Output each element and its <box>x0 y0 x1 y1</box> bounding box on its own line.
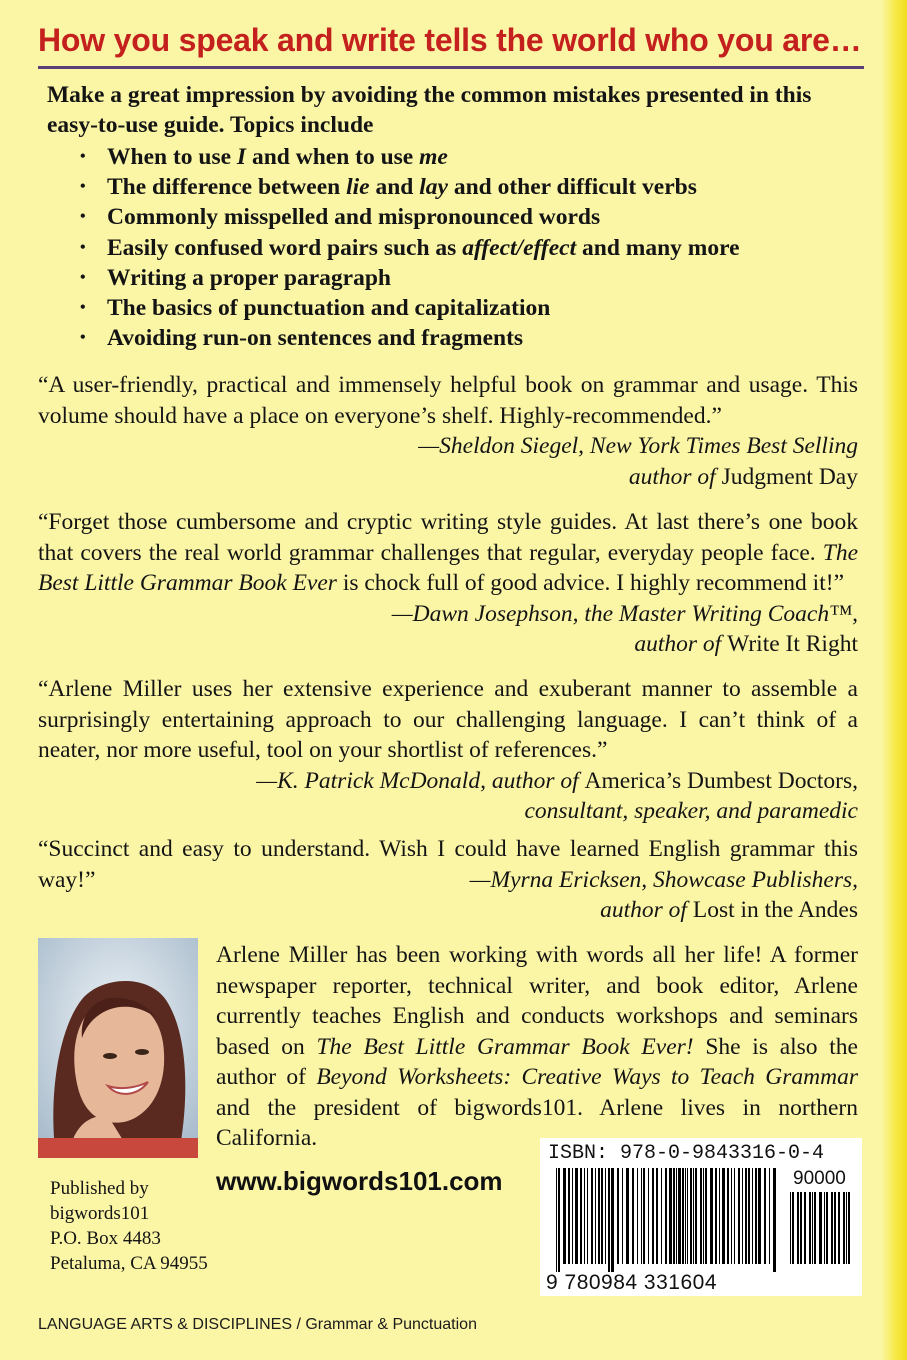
barcode-bar <box>558 1168 560 1272</box>
testimonial-ericksen <box>38 834 858 926</box>
barcode-bar <box>690 1168 692 1264</box>
barcode-bar <box>665 1168 667 1264</box>
barcode-bar <box>831 1192 833 1264</box>
barcode-bar <box>773 1168 776 1272</box>
barcode-bar <box>738 1168 740 1264</box>
barcode-bar <box>769 1168 770 1264</box>
testimonial-attribution: —Myrna Ericksen, Showcase Publishers, <box>469 866 858 893</box>
headline-rule <box>38 66 864 69</box>
barcode-bar <box>742 1168 743 1264</box>
bisac-category: LANGUAGE ARTS & DISCIPLINES / Grammar & Punctuation <box>38 1316 477 1333</box>
barcode-bar <box>814 1192 816 1264</box>
barcode-bar <box>601 1168 603 1264</box>
testimonial-attribution: —K. Patrick McDonald, author of America’s Dumbest Doctors, <box>256 767 858 794</box>
testimonial-text: “Forget those cumbersome and cryptic writing style guides. At last there’s one book that covers the real world grammar challenges that regular, everyday people face. The Best Little Grammar Book Ever is chock full of good advice. I highly recommend it!” —Dawn Josephson, the Master Writing Coach™, <box>38 509 858 627</box>
barcode-bar <box>705 1168 707 1264</box>
barcode-digits: 9 780984 331604 <box>546 1271 717 1294</box>
topic-item: • Writing a proper paragraph <box>80 263 870 293</box>
barcode-bars <box>556 1168 778 1272</box>
barcode-bar <box>797 1192 799 1264</box>
author-bio: Arlene Miller has been working with words all her life! A former newspaper reporter, technical writer, and book editor, Arlene currently teaches English and conducts workshops and seminars based on The Best Little Grammar Book Ever! She is also the author of Beyond Worksheets: Creative Ways to Teach Grammar and the president of bigwords101. Arlene lives in northern California. <box>216 942 858 1151</box>
bullet-icon: • <box>80 178 86 196</box>
barcode-bar <box>687 1168 688 1264</box>
barcode-bar <box>637 1168 638 1264</box>
testimonial-attribution-work: author of Write It Right <box>634 631 858 657</box>
bullet-icon: • <box>80 329 86 347</box>
barcode-bar <box>722 1168 725 1264</box>
bullet-icon: • <box>80 238 86 256</box>
cover-spine-edge <box>881 0 907 1360</box>
barcode-bar <box>605 1168 606 1264</box>
topic-item: • When to use I and when to use me <box>80 142 870 172</box>
barcode-bar <box>556 1168 557 1272</box>
barcode-bar <box>758 1168 761 1264</box>
price-code: 90000 <box>793 1168 846 1189</box>
barcode-bar <box>826 1192 828 1264</box>
barcode-bar <box>695 1168 697 1264</box>
testimonial-attribution: —Sheldon Siegel, New York Times Best Selling <box>418 433 858 459</box>
topic-item: • The difference between lie and lay and other difficult verbs <box>80 172 870 202</box>
barcode-bar <box>656 1168 658 1264</box>
barcode-bar <box>693 1168 694 1264</box>
barcode-bar <box>846 1192 847 1264</box>
testimonial-siegel <box>38 370 858 492</box>
barcode-bar <box>719 1168 720 1264</box>
headline: How you speak and write tells the world who you are… <box>38 22 862 58</box>
bullet-icon: • <box>80 299 86 317</box>
barcode-bar <box>572 1168 573 1264</box>
barcode-bar <box>710 1168 713 1264</box>
isbn-barcode <box>540 1138 862 1296</box>
barcode-bar <box>731 1168 732 1264</box>
bullet-icon: • <box>80 268 86 286</box>
topic-item: • Easily confused word pairs such as affect/effect and many more <box>80 233 870 263</box>
barcode-bar <box>685 1168 686 1264</box>
topics-list <box>80 142 870 353</box>
isbn-label: ISBN: 978-0-9843316-0-4 <box>548 1142 825 1165</box>
barcode-bar <box>764 1168 766 1264</box>
barcode-bar <box>800 1192 802 1264</box>
testimonial-attribution-role: consultant, speaker, and paramedic <box>524 798 858 824</box>
barcode-bar <box>734 1168 735 1264</box>
topic-item: • Avoiding run-on sentences and fragments <box>80 323 870 353</box>
barcode-bar <box>682 1168 684 1264</box>
barcode-bar <box>622 1168 623 1264</box>
barcode-bar <box>568 1168 570 1264</box>
barcode-bar <box>790 1192 791 1264</box>
barcode-bar <box>643 1168 645 1264</box>
barcode-bar <box>611 1168 614 1272</box>
testimonial-mcdonald <box>38 674 858 827</box>
barcode-bar <box>591 1168 593 1264</box>
barcode-bar <box>848 1192 850 1264</box>
barcode-bar <box>745 1168 747 1264</box>
barcode-bar <box>575 1168 578 1264</box>
barcode-bar <box>608 1168 610 1272</box>
barcode-bar <box>626 1168 629 1264</box>
barcode-bar <box>812 1192 813 1264</box>
publisher-info: Published by bigwords101 P.O. Box 4483 Petaluma, CA 94955 <box>50 1178 208 1274</box>
testimonial-attribution-work: author of Judgment Day <box>628 463 858 490</box>
barcode-bar <box>661 1168 662 1264</box>
barcode-bar <box>587 1168 588 1264</box>
barcode-bar <box>595 1168 596 1264</box>
barcode-bar <box>632 1168 634 1264</box>
barcode-addon-bars <box>790 1192 854 1272</box>
barcode-bar <box>673 1168 675 1264</box>
barcode-bar <box>819 1192 822 1264</box>
barcode-bar <box>580 1168 582 1264</box>
barcode-bar <box>809 1192 811 1264</box>
testimonial-text: “Arlene Miller uses her extensive experience and exuberant manner to assemble a surprisingly entertaining approach to our challenging language. I can’t think of a neater, nor more useful, tool on your shortlist of references.” <box>38 676 858 763</box>
testimonial-attribution-work: author of Lost in the Andes <box>600 897 858 923</box>
barcode-bar <box>834 1192 836 1264</box>
barcode-bar <box>703 1168 704 1264</box>
barcode-bar <box>648 1168 649 1264</box>
testimonial-text: “Succinct and easy to understand. Wish I could have learned English grammar this way!” <box>38 836 858 893</box>
barcode-bar <box>727 1168 729 1264</box>
barcode-bar <box>838 1192 840 1264</box>
barcode-bar <box>700 1168 702 1264</box>
barcode-bar <box>752 1168 753 1264</box>
barcode-bar <box>652 1168 654 1264</box>
barcode-bar <box>755 1168 757 1264</box>
barcode-bar <box>584 1168 585 1264</box>
barcode-bar <box>843 1192 845 1264</box>
bullet-icon: • <box>80 208 86 226</box>
website-link[interactable]: www.bigwords101.com <box>216 1166 503 1196</box>
barcode-bar <box>598 1168 600 1264</box>
barcode-bar <box>641 1168 642 1264</box>
barcode-bar <box>715 1168 717 1264</box>
barcode-bar <box>563 1168 566 1264</box>
topic-item: • The basics of punctuation and capitalization <box>80 293 870 323</box>
barcode-bar <box>748 1168 750 1264</box>
author-portrait-image <box>38 938 198 1158</box>
barcode-bar <box>669 1168 672 1264</box>
barcode-bar <box>804 1192 806 1264</box>
barcode-bar <box>676 1168 677 1264</box>
testimonial-text: “A user-friendly, practical and immensely helpful book on grammar and usage. This volume should have a place on everyone’s shelf. Highly-recommended.” <box>38 372 858 429</box>
bullet-icon: • <box>80 148 86 165</box>
testimonial-josephson <box>38 507 858 660</box>
barcode-bar <box>678 1168 681 1264</box>
intro-text: Make a great impression by avoiding the common mistakes presented in this easy-to-use guide. Topics include <box>47 82 812 138</box>
barcode-bar <box>617 1168 619 1264</box>
barcode-bar <box>792 1192 794 1264</box>
barcode-bar <box>824 1192 825 1264</box>
topic-item: • Commonly misspelled and mispronounced words <box>80 202 870 232</box>
author-photo <box>38 938 198 1158</box>
